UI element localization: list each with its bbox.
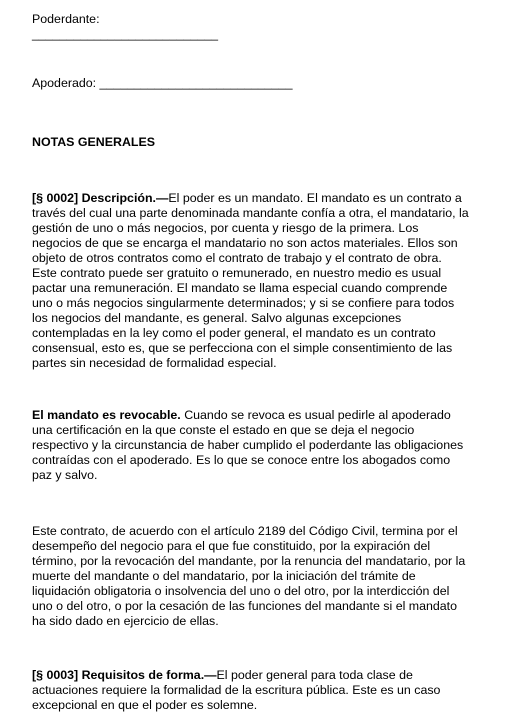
paragraph-line: gestión de uno o más negocios, por cuenta y riesgo de la primera. Los [32,221,419,235]
descripcion-heading: [§ 0002] Descripción. [32,191,156,205]
requisitos-dash: — [204,668,217,682]
paragraph-revocable [32,408,492,483]
paragraph-terminacion [32,524,492,629]
descripcion-dash: — [155,191,169,205]
paragraph-requisitos [32,668,492,713]
paragraph-line: consensual, esto es, que se perfecciona con el simple consentimiento de las [32,341,453,355]
paragraph-line: excepcional en que el poder es solemne. [32,698,258,712]
paragraph-line: los negocios del mandante, es general. Salvo algunas excepciones [32,311,402,325]
paragraph-line: partes sin necesidad de formalidad especial. [32,356,277,370]
paragraph-line: través del cual una parte denominada mandante confía a otra, el mandatario, la [32,206,469,220]
revocable-heading: El mandato es revocable. [32,408,181,422]
paragraph-line: respectivo y la circunstancia de haber cumplido el poderdante las obligaciones [32,438,464,452]
apoderado-label: Apoderado: [32,76,100,90]
apoderado-field [32,76,492,91]
paragraph-line: muerte del mandante o del mandatario, por la iniciación del trámite de [32,569,416,583]
paragraph-line: ha sido dado en ejercicio de ellas. [32,614,219,628]
poderdante-blank-line: ___________________________ [32,27,219,41]
apoderado-blank-line: ____________________________ [99,76,293,90]
poderdante-field [32,12,492,42]
paragraph-line: Este contrato puede ser gratuito o remunerado, en nuestro medio es usual [32,266,442,280]
paragraph-line: uno o más negocios singularmente determinados; y si se confiere para todos [32,296,455,310]
paragraph-line: El poder es un mandato. El mandato es un contrato a [168,191,462,205]
paragraph-descripcion [32,191,492,371]
paragraph-line: actuaciones requiere la formalidad de la escritura pública. Este es un caso [32,683,441,697]
paragraph-line: paz y salvo. [32,468,98,482]
paragraph-line: Este contrato, de acuerdo con el artículo 2189 del Código Civil, termina por el [32,524,458,538]
section-heading: NOTAS GENERALES [32,135,155,149]
paragraph-line: una certificación en la que conste el estado en que se deja el negocio [32,423,415,437]
requisitos-heading: [§ 0003] Requisitos de forma. [32,668,205,682]
paragraph-line: El poder general para toda clase de [216,668,413,682]
paragraph-line: Cuando se revoca es usual pedirle al apoderado [180,408,451,422]
paragraph-line: negocios de que se encarga el mandatario no son actos materiales. Ellos son [32,236,458,250]
poderdante-label: Poderdante: [32,12,100,26]
paragraph-line: objeto de otros contratos como el contrato de trabajo y el contrato de obra. [32,251,442,265]
paragraph-line: contempladas en la ley como el poder general, el mandato es un contrato [32,326,436,340]
paragraph-line: liquidación obligatoria o insolvencia del uno o del otro, por la interdicción del [32,584,450,598]
paragraph-line: término, por la revocación del mandante, por la renuncia del mandatario, por la [32,554,466,568]
paragraph-line: contraídas con el apoderado. Es lo que se conoce entre los abogados como [32,453,451,467]
paragraph-line: uno o del otro, o por la cesación de las funciones del mandante si el mandato [32,599,457,613]
paragraph-line: pactar una remuneración. El mandato se llama especial cuando comprende [32,281,448,295]
paragraph-line: desempeño del negocio para el que fue constituido, por la expiración del [32,539,431,553]
